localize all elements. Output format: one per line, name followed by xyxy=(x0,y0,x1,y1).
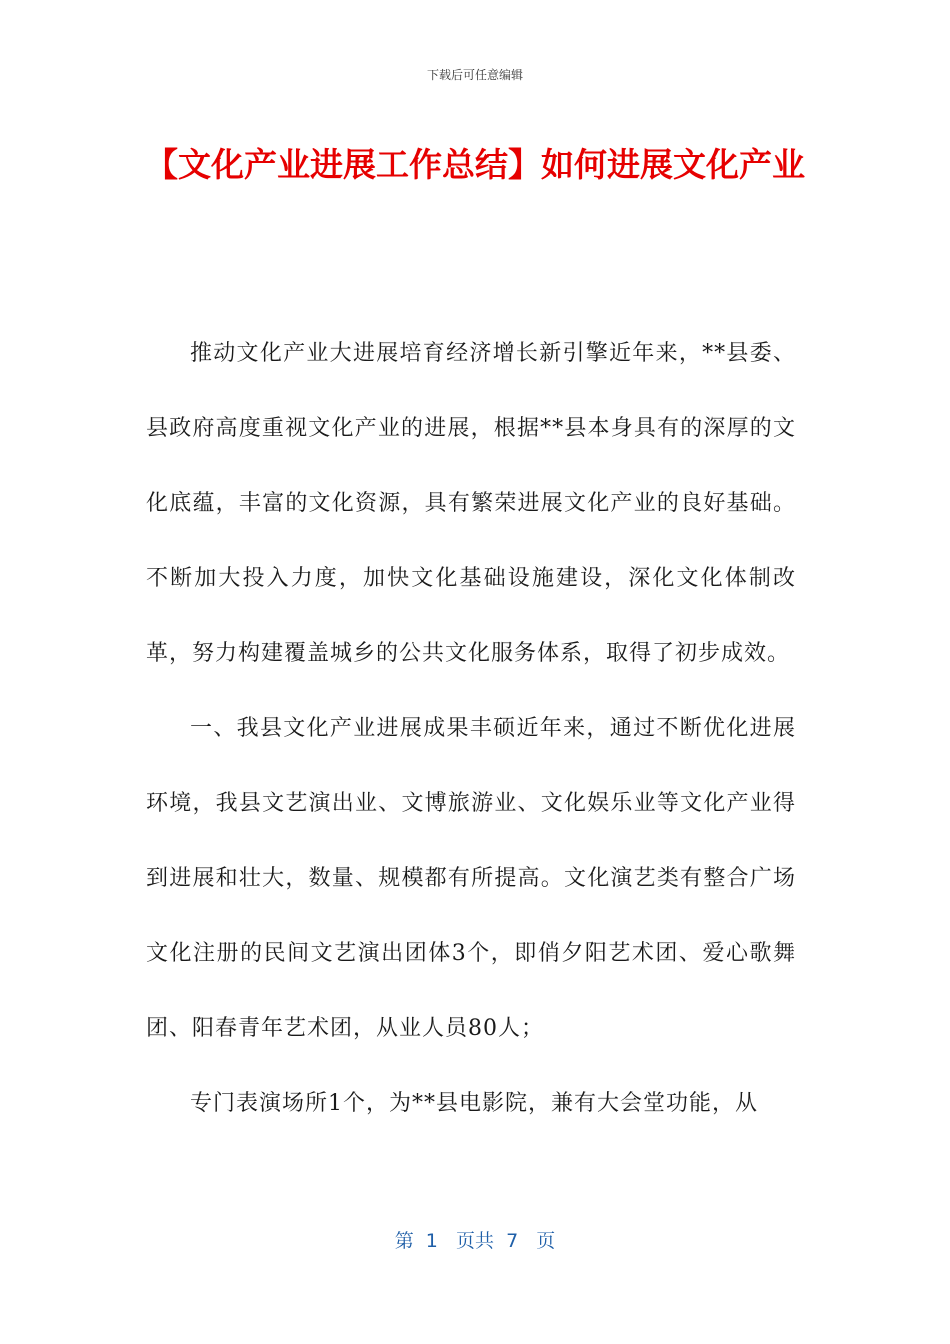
paragraph-section-one: 一、我县文化产业进展成果丰硕近年来，通过不断优化进展环境，我县文艺演出业、文博旅游业、文化娱乐业等文化产业得到进展和壮大，数量、规模都有所提高。文化演艺类有整合广场文化注册的民间文艺演出团体3个，即俏夕阳艺术团、爱心歌舞团、阳春青年艺术团，从业人员80人； xyxy=(146,716,796,1041)
page-number-footer: 第 1 页共 7 页 xyxy=(394,1230,556,1252)
paragraph-venues: 专门表演场所1个，为**县电影院，兼有大会堂功能，从 xyxy=(190,1091,758,1116)
header-note: 下载后可任意编辑 xyxy=(426,68,523,82)
document-body xyxy=(146,316,796,1141)
paragraph-intro: 推动文化产业大进展培育经济增长新引擎近年来，**县委、县政府高度重视文化产业的进展，根据**县本身具有的深厚的文化底蕴，丰富的文化资源，具有繁荣进展文化产业的良好基础。不断加大投入力度，加快文化基础设施建设，深化文化体制改革，努力构建覆盖城乡的公共文化服务体系，取得了初步成效。 xyxy=(146,341,796,666)
document-title: 【文化产业进展工作总结】如何进展文化产业 xyxy=(145,145,805,184)
